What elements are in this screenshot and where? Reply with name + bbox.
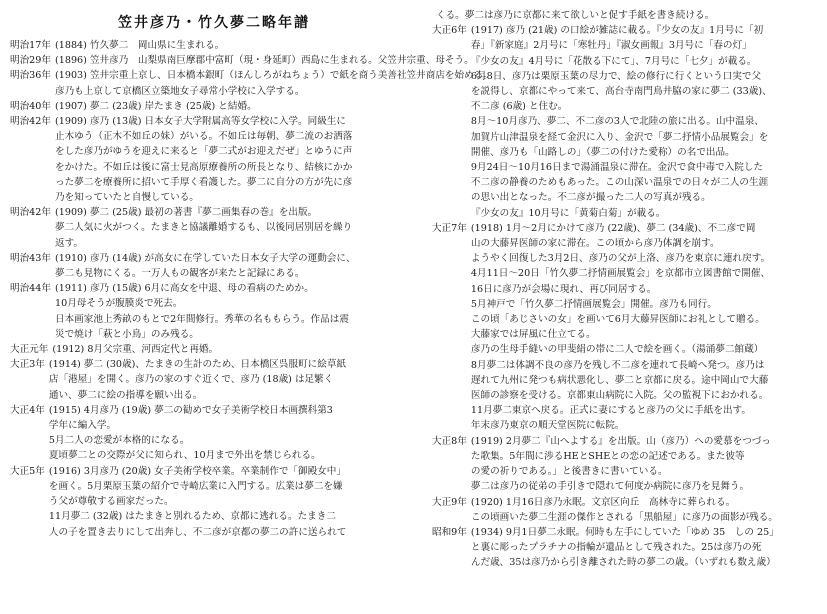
entry-text bbox=[55, 53, 474, 68]
entry-line: 店「港屋」を開く。彦乃の家のすぐ近くで、彦乃 (18歳) は足繁く bbox=[48, 374, 334, 386]
entry-line: 彦乃も上京して京橋区立築地女子尋常小学校に入学する。 bbox=[55, 85, 305, 97]
entry-line: 夢二も見物にくる。一万人もの観客が来たと記録にある。 bbox=[55, 268, 305, 280]
entry-line: 9月24日〜10月16日まで湯涌温泉に滞在。金沢で食中毒で入院した bbox=[470, 162, 764, 174]
entry-line: の思い出となった。不二彦が撮った二人の写真が残る。 bbox=[470, 192, 711, 204]
entry-line: 通い、夢二に絵の指導を願い出る。 bbox=[48, 389, 203, 401]
entry-line: んだ歳、35は彦乃から引き離された時の夢二の歳。（いずれも数え歳） bbox=[470, 557, 776, 569]
right-column bbox=[432, 8, 812, 606]
entry-line: 春」『新家庭』2月号に「寒牡丹」『淑女画報』3月号に「春の灯」 bbox=[470, 40, 752, 52]
timeline-entry bbox=[432, 23, 812, 221]
entry-era: 明治44年 bbox=[10, 283, 51, 295]
timeline-entry bbox=[10, 53, 474, 68]
entry-text bbox=[471, 221, 812, 434]
entry-era: 昭和9年 bbox=[432, 526, 467, 538]
entry-line: (1916) 3月彦乃 (20歳) 女子美術学校卒業。卒業制作で「御殿女中」 bbox=[48, 465, 346, 477]
timeline-entry bbox=[432, 495, 812, 525]
timeline-entry bbox=[10, 464, 418, 540]
entry-line: 11月夢二 (32歳) はたまきと別れるため、京都に逃れる。たまき二 bbox=[48, 511, 336, 523]
timeline-entry bbox=[10, 38, 418, 53]
entry-line: を画く。5月栗原玉葉の紹介で寺崎広業に入門する。広業は夢二を嫌 bbox=[48, 480, 343, 492]
entry-text bbox=[49, 464, 418, 540]
entry-line: をかけた。不如丘は後に富士見高原療養所の所長となり、結核にかか bbox=[55, 161, 353, 173]
entry-line: ようやく回復した3月2日、彦乃の父が上洛、彦乃を東京に連れ戻す。 bbox=[470, 253, 771, 265]
entry-line: 山の大藤昇医師の家に滞在。この頃から彦乃体調を崩す。 bbox=[470, 238, 720, 250]
entry-era: 明治36年 bbox=[10, 70, 51, 82]
entry-line: 5月神戸で「竹久夢二抒情画展覧会」開催。彦乃も同行。 bbox=[470, 298, 717, 310]
entry-line: 止木ゆう（正木不如丘の妹）がいる。不如丘は毎朝、夢二流のお洒落 bbox=[55, 131, 353, 143]
entry-era: 明治29年 bbox=[10, 55, 51, 67]
entry-text bbox=[471, 23, 812, 221]
entry-era: 大正8年 bbox=[432, 435, 467, 447]
entry-line: 乃を知っていたと自慢している。 bbox=[55, 192, 199, 204]
entry-line: (1917) 彦乃 (21歳) の口絵が雑誌に載る。『少女の友』1月号に「初 bbox=[470, 25, 764, 37]
entry-line: 人の子を置き去りにして出奔し、不二彦が京都の夢二の許に送られて bbox=[48, 526, 347, 538]
entry-line: 『少女の友』10月号に「黄菊白菊」が載る。 bbox=[470, 207, 666, 219]
entry-line: 彦乃の生母手縫いの甲斐絹の帯に二人で絵を画く。（湯涌夢二館蔵） bbox=[470, 344, 764, 356]
entry-text bbox=[55, 68, 493, 98]
entry-line: くる。夢二は彦乃に京都に来て欲しいと促す手紙を書き続ける。 bbox=[436, 10, 715, 21]
entry-era: 大正5年 bbox=[10, 465, 45, 477]
timeline-entry bbox=[432, 434, 812, 495]
entry-text bbox=[436, 8, 812, 23]
entry-line: 災で焼け「萩と小鳥」のみ残る。 bbox=[55, 328, 199, 340]
entry-era: 大正9年 bbox=[432, 496, 467, 508]
entry-line: (1915) 4月彦乃 (19歳) 夢二の勧めで女子美術学校日本画撰科第3 bbox=[48, 404, 333, 416]
entry-line: 不二彦 (6歳) と住む。 bbox=[470, 101, 568, 113]
entry-line: う父が尊敬する画家だった。 bbox=[48, 496, 174, 508]
entry-line: 夏頃夢二との交際が父に知られ、10月まで外出を禁じられる。 bbox=[48, 450, 321, 462]
entry-text bbox=[471, 434, 812, 495]
entry-line: 16日に彦乃が会場に現れ、再び同居する。 bbox=[470, 283, 657, 295]
entry-line: 5月二人の恋愛が本格的になる。 bbox=[48, 435, 190, 447]
entry-line: 4月11日〜20日「竹久夢二抒情画展覧会」を京都市立図書館で開催、 bbox=[470, 268, 771, 280]
timeline-entry bbox=[10, 357, 418, 403]
entry-line: 返す。 bbox=[55, 237, 84, 249]
entry-line: (1918) 1月〜2月にかけて彦乃 (22歳)、夢二 (34歳)、不二彦で岡 bbox=[470, 222, 756, 234]
entry-text bbox=[471, 525, 812, 571]
entry-line: 8月〜10月彦乃、夢二、不二彦の3人で北陸の旅に出る。山中温泉、 bbox=[470, 116, 764, 128]
entry-line: った夢二を療養所に招いて手厚く看護した。夢二に自分の方が先に彦 bbox=[55, 176, 353, 188]
entry-line: (1907) 夢二 (23歳) 岸たまき (25歳) と結婚。 bbox=[55, 100, 257, 112]
right-entries bbox=[432, 8, 812, 571]
entry-line: 10月母そうが腹膜炎で死去。 bbox=[55, 298, 183, 310]
entry-line: 不二彦の静養のためもあった。この山深い温泉での日々が二人の生涯 bbox=[470, 177, 769, 189]
entry-text bbox=[52, 342, 418, 357]
entry-line: 夢二人気に火がつく。たまきと協議離婚するも、以後同居別居を繰り bbox=[55, 222, 353, 234]
timeline-entry bbox=[10, 205, 418, 251]
entry-era: 大正6年 bbox=[432, 25, 467, 37]
timeline-entry bbox=[10, 114, 418, 205]
entry-text bbox=[55, 251, 418, 281]
entry-era: 大正4年 bbox=[10, 404, 45, 416]
timeline-entry bbox=[10, 403, 418, 464]
timeline-entry bbox=[432, 221, 812, 434]
entry-line: 夢二は彦乃の従弟の手引きで隠れて何度か病院に彦乃を見舞う。 bbox=[470, 481, 750, 493]
entry-line: (1912) 8月父宗重、河西定代と再婚。 bbox=[52, 344, 219, 356]
entry-line: 加賀片山津温泉を経て金沢に入り、金沢で「夢二抒情小品展覧会」を bbox=[470, 131, 769, 143]
entry-line: (1903) 笠井宗重上京し、日本橋本銀町（ほんしろがねちょう）で紙を商う美善社笠井商店を始める。 bbox=[55, 70, 493, 82]
entry-text bbox=[55, 281, 418, 342]
entry-era: 明治40年 bbox=[10, 100, 51, 112]
timeline-entry bbox=[432, 525, 812, 571]
entry-line: (1884) 竹久夢二 岡山県に生まれる。 bbox=[55, 40, 225, 51]
entry-line: を説得し、京都にやって来て、高台寺南門鳥井脇の家に夢二 (33歳)、 bbox=[470, 86, 772, 98]
entry-line: この頃「あじさいの女」を画いて6月大藤昇医師にお礼として贈る。 bbox=[470, 314, 765, 326]
entry-line: と裏に彫ったプラチナの指輪が遺品として残された。25は彦乃の死 bbox=[470, 542, 762, 554]
entry-line: (1909) 彦乃 (13歳) 日本女子大学附属高等女学校に入学。同級生に bbox=[55, 116, 346, 128]
entry-text bbox=[55, 114, 418, 205]
timeline-entry bbox=[10, 251, 418, 281]
entry-line: 大藤家では屏風に仕立てる。 bbox=[470, 329, 596, 341]
entry-line: 日本画家池上秀畝のもとで2年間修行。秀華の名ももらう。作品は震 bbox=[55, 313, 349, 325]
entry-line: この頃画いた夢二生涯の傑作とされる「黒船屋」に彦乃の面影が残る。 bbox=[470, 511, 778, 523]
entry-text bbox=[471, 495, 812, 525]
entry-line: (1914) 夢二 (30歳)、たまきの生計のため、日本橋区呉服町に絵草紙 bbox=[48, 359, 347, 371]
entry-line: 年末彦乃東京の順天堂医院に転院。 bbox=[470, 420, 625, 432]
entry-line: の愛の祈りである。」と後書きに書いている。 bbox=[470, 466, 668, 478]
entry-era: 明治42年 bbox=[10, 207, 51, 219]
entry-line: 医師の診察を受ける。京都東山病院に入院。父の監視下におかれる。 bbox=[470, 390, 769, 402]
entry-line: をした彦乃がゆうを迎えに来ると「夢二式がお迎えだぜ」とゆうに声 bbox=[55, 146, 353, 158]
timeline-entry bbox=[10, 281, 418, 342]
entry-line: (1909) 夢二 (25歳) 最初の著書『夢二画集春の巻』を出版。 bbox=[55, 207, 318, 219]
entry-era: 明治43年 bbox=[10, 252, 51, 264]
entry-line: 開催、彦乃も「山路しの」（夢二の付けた愛称）の名で出品。 bbox=[470, 146, 735, 158]
entry-line: 11月夢二東京へ戻る。正式に妻にすると彦乃の父に手紙を出す。 bbox=[470, 405, 751, 417]
timeline-entry bbox=[10, 68, 493, 98]
entry-text bbox=[55, 205, 418, 251]
timeline-entry bbox=[432, 8, 812, 23]
entry-line: 6月8日、彦乃は栗原玉葉の尽力で、絵の修行に行くという口実で父 bbox=[470, 70, 762, 82]
entry-era: 明治17年 bbox=[10, 40, 51, 51]
entry-text bbox=[49, 357, 418, 403]
timeline-entry bbox=[10, 342, 418, 357]
entry-era: 大正7年 bbox=[432, 222, 467, 234]
entry-line: (1934) 9月1日夢二永眠。何時も左手にしていた「ゆめ 35 しの 25」 bbox=[470, 526, 779, 538]
entry-line: (1920) 1月16日彦乃永眠。文京区向丘 高林寺に葬られる。 bbox=[470, 496, 736, 508]
page-title: 笠井彦乃・竹久夢二略年譜 bbox=[118, 15, 310, 31]
entry-line: 学年に編入学。 bbox=[48, 420, 117, 432]
entry-era: 明治42年 bbox=[10, 116, 51, 128]
entry-text bbox=[49, 403, 418, 464]
entry-line: 遅れて九州に発つも病状悪化し、夢二と京都に戻る。途中岡山で大藤 bbox=[470, 374, 769, 386]
entry-era: 大正元年 bbox=[10, 344, 49, 356]
entry-line: 8月夢二は体調不良の彦乃を残し不二彦を連れて長崎へ発つ。彦乃は bbox=[470, 359, 765, 371]
entry-line: (1910) 彦乃 (14歳) が高女に在学していた日本女子大学の運動会に、 bbox=[55, 252, 356, 264]
entry-line: 『少女の友』4月号に「花散る下にて」、7月号に「七夕」が載る。 bbox=[470, 55, 757, 67]
entry-line: た歌集。5年間に渉るHEとSHEとの恋の記述である。また彼等 bbox=[470, 450, 745, 462]
entry-line: (1919) 2月夢二『山へよする』を出版。山（彦乃）への愛慕をつづっ bbox=[470, 435, 771, 447]
entry-text bbox=[55, 99, 418, 114]
entry-line: (1911) 彦乃 (15歳) 6月に高女を中退、母の看病のためか。 bbox=[55, 283, 314, 295]
entry-line: (1896) 笠井彦乃 山梨県南巨摩郡中富町（現・身延町）西島に生まれる。父笠井宗重、母そう。 bbox=[55, 55, 474, 67]
entry-era: 大正3年 bbox=[10, 359, 45, 371]
entry-text bbox=[55, 38, 418, 53]
timeline-entry bbox=[10, 99, 418, 114]
